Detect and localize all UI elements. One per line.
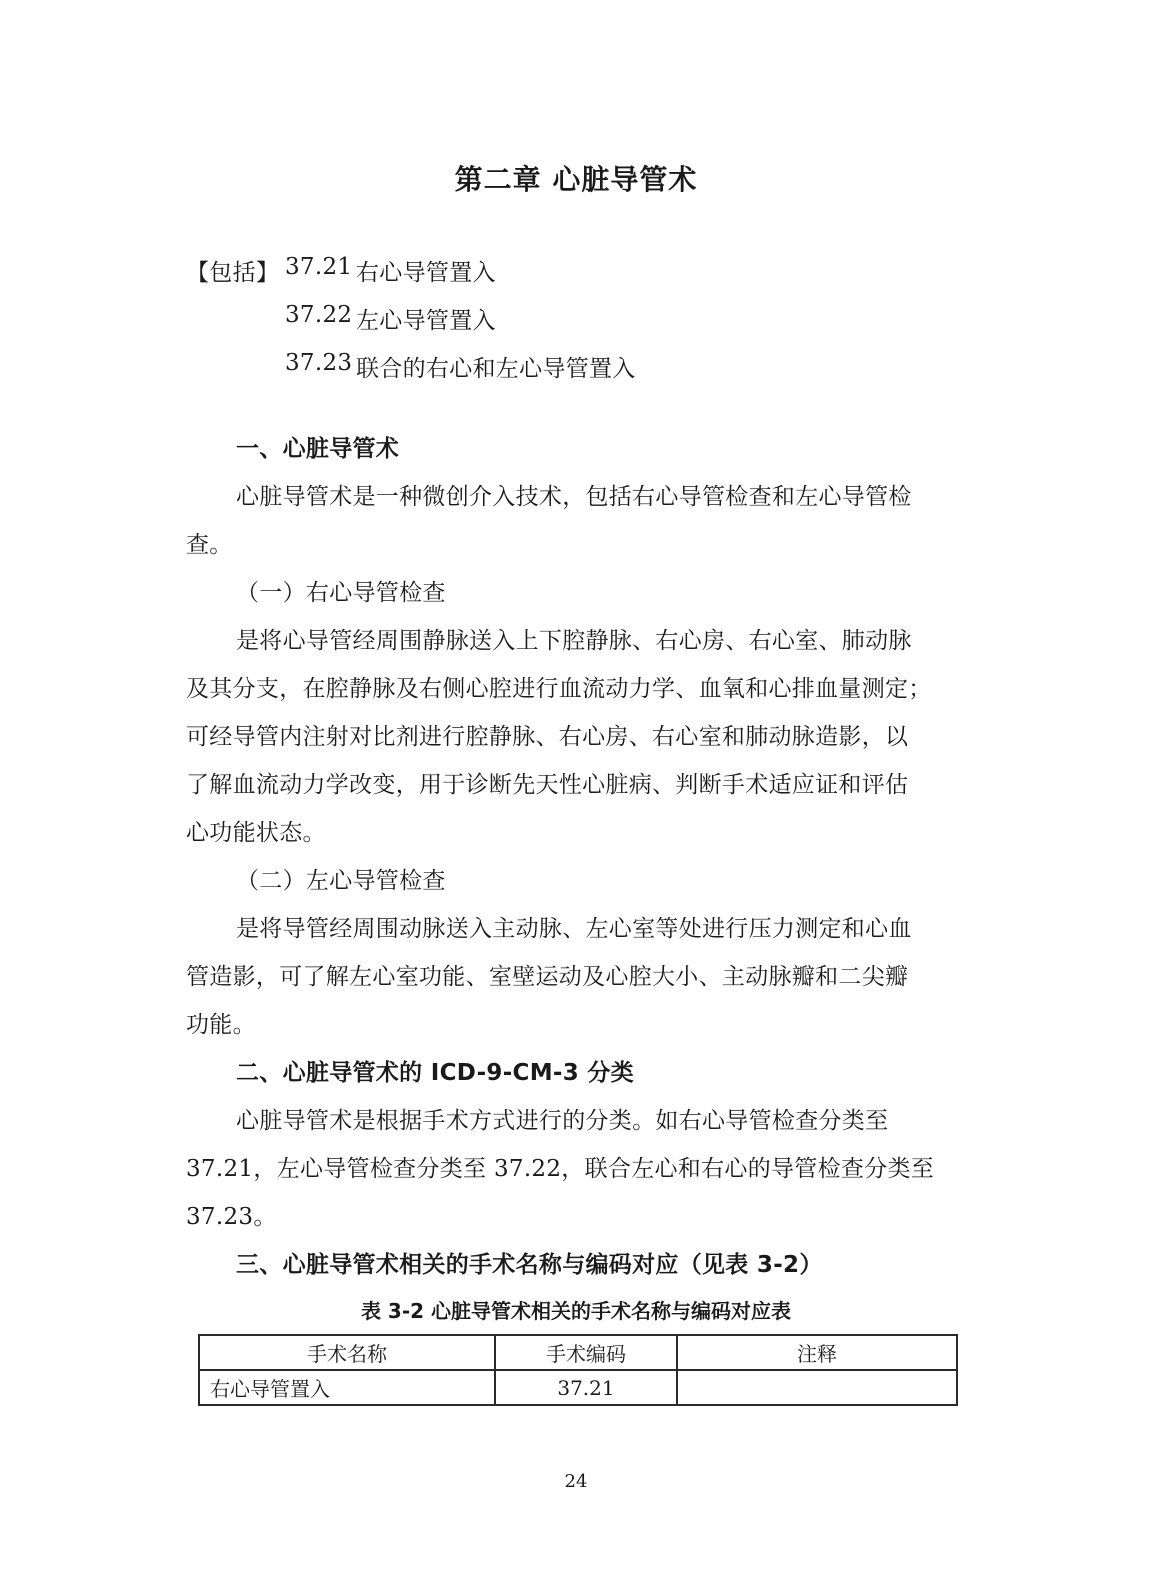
paragraph-line: 心脏导管术是根据手术方式进行的分类。如右心导管检查分类至 [236, 1108, 889, 1134]
table-header-cell: 注释 [677, 1335, 957, 1370]
includes-item-name: 联合的右心和左心导管置入 [356, 356, 636, 382]
subsection-heading: （二）左心导管检查 [236, 868, 446, 894]
chapter-title: 第二章 心脏导管术 [454, 163, 698, 196]
section-heading: 三、心脏导管术相关的手术名称与编码对应（见表 3-2） [236, 1252, 823, 1278]
paragraph-line: 了解血流动力学改变，用于诊断先天性心脏病、判断手术适应证和评估 [186, 772, 909, 798]
section-heading: 一、心脏导管术 [236, 436, 400, 462]
page-number: 24 [564, 1471, 588, 1492]
paragraph-line: 查。 [186, 532, 233, 558]
table-cell-note [677, 1370, 957, 1405]
subsection-heading: （一）右心导管检查 [236, 580, 446, 606]
paragraph-line: 37.23。 [186, 1204, 277, 1230]
includes-label: 【包括】 [186, 260, 280, 286]
paragraph-line: 37.21，左心导管检查分类至 37.22，联合左心和右心的导管检查分类至 [186, 1156, 935, 1182]
paragraph-line: 管造影，可了解左心室功能、室壁运动及心腔大小、主动脉瓣和二尖瓣 [186, 964, 909, 990]
paragraph-line: 及其分支，在腔静脉及右侧心腔进行血流动力学、血氧和心排血量测定； [186, 676, 932, 702]
includes-item-name: 左心导管置入 [356, 308, 496, 334]
includes-item-code: 37.21 [285, 254, 353, 280]
table-cell-name: 右心导管置入 [199, 1370, 495, 1405]
table-header-cell: 手术名称 [199, 1335, 495, 1370]
includes-item-code: 37.23 [285, 350, 353, 376]
table-cell-code: 37.21 [495, 1370, 677, 1405]
table-caption: 表 3-2 心脏导管术相关的手术名称与编码对应表 [360, 1299, 792, 1323]
paragraph-line: 是将导管经周围动脉送入主动脉、左心室等处进行压力测定和心血 [236, 916, 912, 942]
paragraph-line: 是将心导管经周围静脉送入上下腔静脉、右心房、右心室、肺动脉 [236, 628, 912, 654]
section-heading: 二、心脏导管术的 ICD-9-CM-3 分类 [236, 1060, 634, 1086]
paragraph-line: 心功能状态。 [186, 820, 326, 846]
paragraph-line: 心脏导管术是一种微创介入技术，包括右心导管检查和左心导管检 [236, 484, 912, 510]
paragraph-line: 可经导管内注射对比剂进行腔静脉、右心房、右心室和肺动脉造影，以 [186, 724, 909, 750]
procedure-code-table [198, 1334, 958, 1406]
table-row [199, 1370, 957, 1405]
includes-item-name: 右心导管置入 [356, 260, 496, 286]
paragraph-line: 功能。 [186, 1012, 256, 1038]
table-header-row [199, 1335, 957, 1370]
includes-item-code: 37.22 [285, 302, 353, 328]
table-header-cell: 手术编码 [495, 1335, 677, 1370]
